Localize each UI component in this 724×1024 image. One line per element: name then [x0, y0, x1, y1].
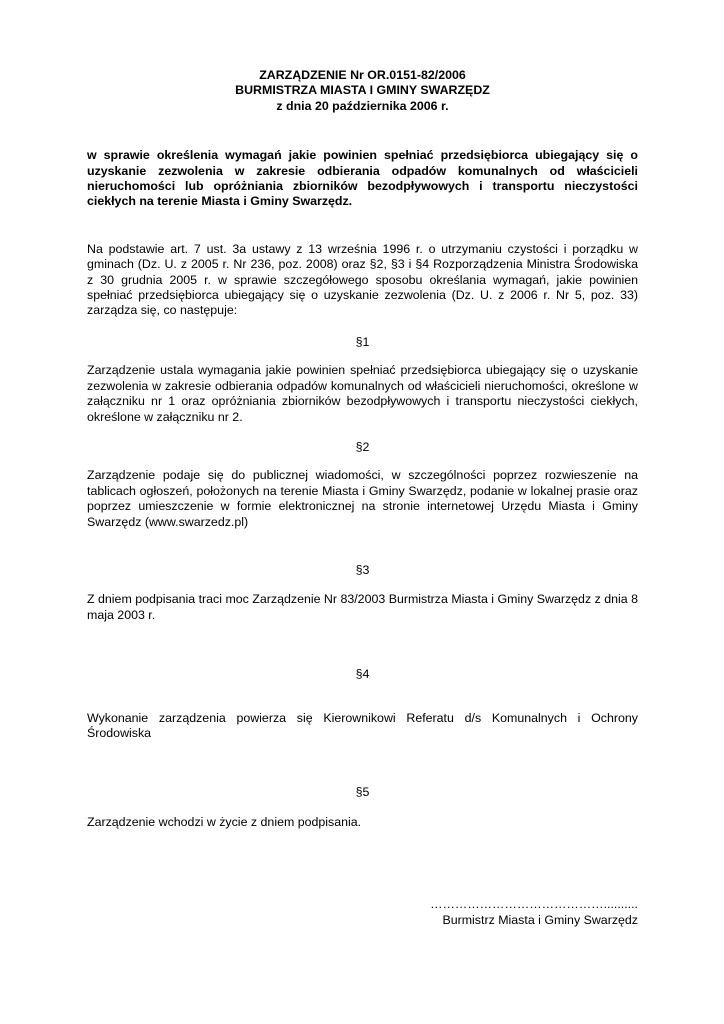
section-text-1: Zarządzenie ustala wymagania jakie powinien spełniać przedsiębiorca ubiegający się o uzyskanie zezwolenia w zakresie odbierania odpadów komunalnych od właścicieli nieruchomości, określone w załączniku nr 1 oraz opróżniania zbiorników bezodpływowych i transportu nieczystości ciekłych, określone w załączniku nr 2.: [87, 363, 638, 424]
issuing-authority: BURMISTRZA MIASTA I GMINY SWARZĘDZ: [235, 83, 490, 98]
signature-line: ……………………………………..........: [430, 897, 638, 912]
signatory-name: Burmistrz Miasta i Gminy Swarzędz: [442, 912, 638, 927]
section-mark-1: §1: [355, 334, 370, 349]
section-mark-4: §4: [355, 667, 370, 682]
section-text-4: Wykonanie zarządzenia powierza się Kierownikowi Referatu d/s Komunalnych i Ochrony Środowiska: [87, 710, 638, 740]
signature-block: [87, 897, 638, 928]
document-date: z dnia 20 października 2006 r.: [276, 98, 449, 113]
section-mark-3: §3: [355, 562, 370, 577]
section-text-3: Z dniem podpisania traci moc Zarządzenie Nr 83/2003 Burmistrza Miasta i Gminy Swarzędz z dnia 8 maja 2003 r.: [87, 592, 638, 622]
section-mark-5: §5: [355, 785, 370, 800]
document-title: ZARZĄDZENIE Nr OR.0151-82/2006: [259, 68, 466, 82]
document-page: [87, 68, 638, 928]
document-subject: w sprawie określenia wymagań jakie powinien spełniać przedsiębiorca ubiegający się o uzyskanie zezwolenia w zakresie odbierania odpadów komunalnych od właścicieli nieruchomości lub opróżniania zbiorników bezodpływowych i transportu nieczystości ciekłych na terenie Miasta i Gminy Swarzędz.: [87, 148, 638, 209]
section-mark-2: §2: [355, 439, 370, 454]
legal-basis: Na podstawie art. 7 ust. 3a ustawy z 13 września 1996 r. o utrzymaniu czystości i porządku w gminach (Dz. U. z 2005 r. Nr 236, poz. 2008) oraz §2, §3 i §4 Rozporządzenia Ministra Środowiska z 30 grudnia 2005 r. w sprawie szczegółowego sposobu określania wymagań, jakie powinien spełniać przedsiębiorca ubiegający się o uzyskanie zezwolenia (Dz. U. z 2006 r. Nr 5, poz. 33) zarządza się, co następuje:: [87, 241, 638, 318]
document-header: [87, 68, 638, 114]
section-text-5: Zarządzenie wchodzi w życie z dniem podpisania.: [87, 814, 362, 829]
section-text-2: Zarządzenie podaje się do publicznej wiadomości, w szczególności poprzez rozwieszenie na tablicach ogłoszeń, położonych na terenie Miasta i Gminy Swarzędz, podanie w lokalnej prasie oraz poprzez umieszczenie w formie elektronicznej na stronie internetowej Urzędu Miasta i Gminy Swarzędz (www.swarzedz.pl): [87, 468, 638, 529]
